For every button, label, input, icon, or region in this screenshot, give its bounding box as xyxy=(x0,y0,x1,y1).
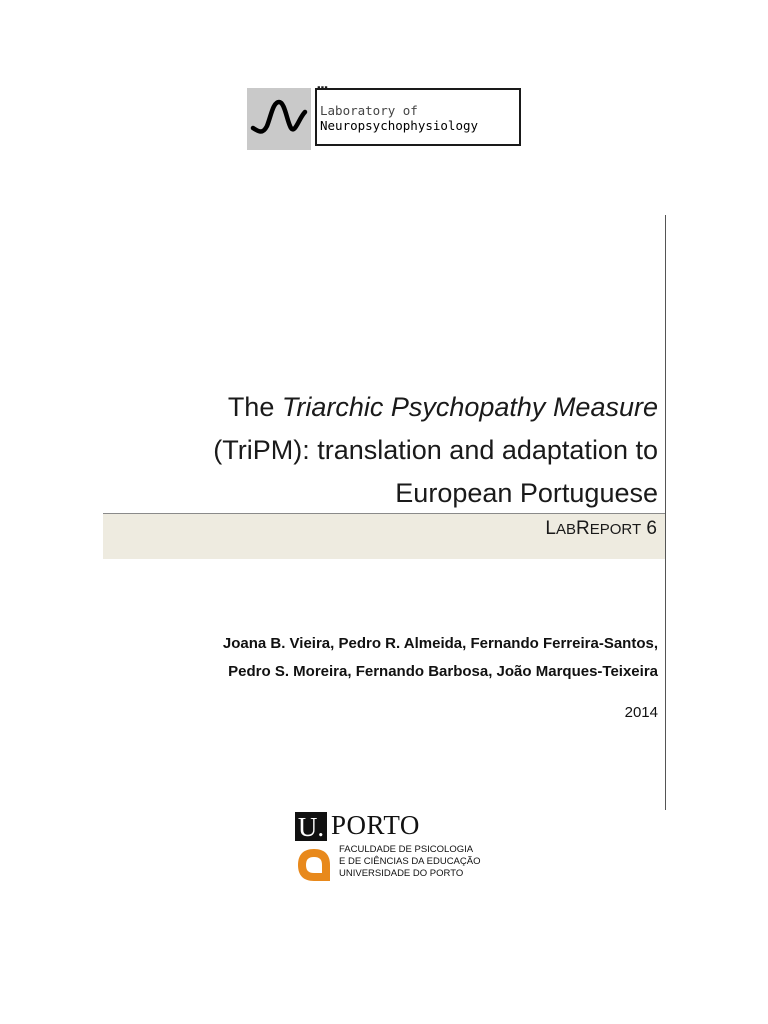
report-number: 6 xyxy=(641,518,657,539)
faculty-name xyxy=(339,844,480,880)
publication-year: 2014 xyxy=(624,704,658,721)
report-ab: AB xyxy=(555,521,576,538)
title-line3: European Portuguese xyxy=(395,478,658,508)
report-l: L xyxy=(545,518,556,539)
faculty-mark-icon xyxy=(295,846,333,884)
report-band xyxy=(103,513,665,559)
lab-name-line2: Neuropsychophysiology xyxy=(320,118,479,133)
report-title xyxy=(98,386,658,515)
title-prefix: The xyxy=(227,392,282,422)
title-line2: (TriPM): translation and adaptation to xyxy=(213,435,658,465)
authors-line2: Pedro S. Moreira, Fernando Barbosa, João Marques-Teixeira xyxy=(228,663,658,680)
authors xyxy=(98,630,658,686)
lab-logo xyxy=(247,84,523,150)
lab-name-box xyxy=(315,84,521,146)
dots-decoration: ▪▪▪ xyxy=(317,84,328,91)
title-italic: Triarchic Psychopathy Measure xyxy=(281,392,658,422)
faculty-line3: UNIVERSIDADE DO PORTO xyxy=(339,868,464,879)
report-eport: EPORT xyxy=(589,521,642,538)
report-number-label xyxy=(545,518,657,540)
lab-name-line1: Laboratory of xyxy=(320,103,418,118)
faculty-line2: E DE CIÊNCIAS DA EDUCAÇÃO xyxy=(339,856,481,867)
u-mark: U. xyxy=(295,812,327,841)
title-line1 xyxy=(98,386,658,429)
wave-icon xyxy=(247,88,311,150)
porto-word: PORTO xyxy=(331,810,420,840)
report-r: R xyxy=(576,518,590,539)
uporto-logo xyxy=(295,812,495,884)
faculty-line1: FACULDADE DE PSICOLOGIA xyxy=(339,844,474,855)
authors-line1: Joana B. Vieira, Pedro R. Almeida, Fernando Ferreira-Santos, xyxy=(222,635,658,652)
vertical-divider xyxy=(665,215,666,810)
